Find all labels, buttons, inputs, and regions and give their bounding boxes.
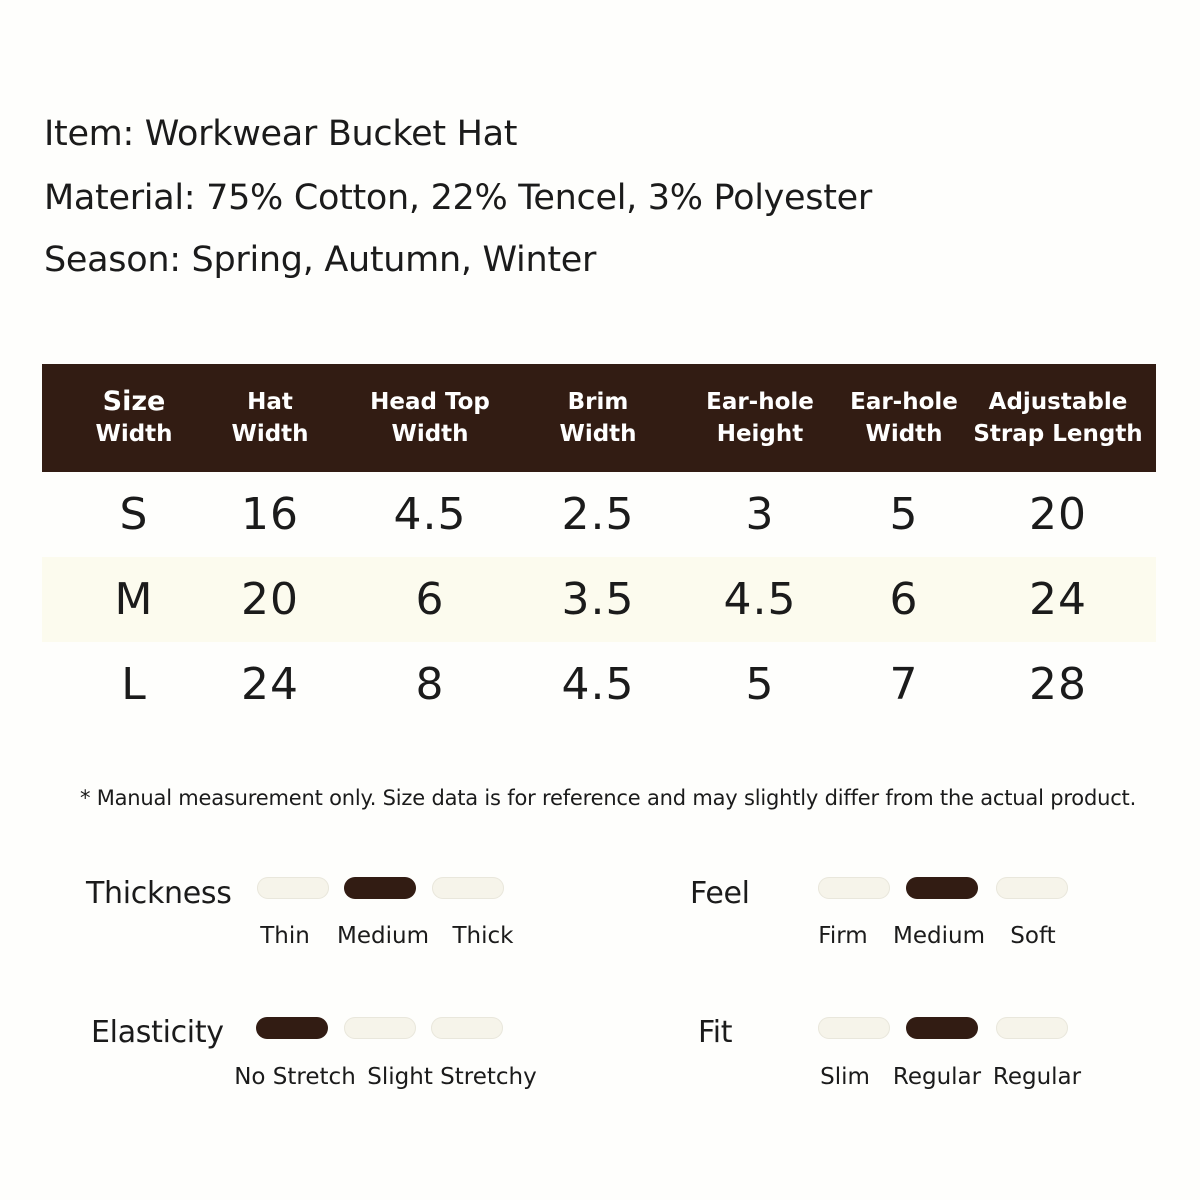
table-row [42,642,1156,727]
thickness-option-thin: Thin [260,923,310,949]
material-composition: Material: 75% Cotton, 22% Tencel, 3% Polyester [44,178,872,218]
feel-option-firm: Firm [818,923,868,949]
elasticity-option-no-stretch: No Stretch [234,1064,356,1090]
header-size-width: Size Width [95,386,173,447]
fit-option-regular: Regular [892,1064,982,1090]
table-cell: 24 [241,659,299,710]
thickness-option-medium: Medium [337,923,429,949]
fit-label: Fit [698,1015,733,1050]
fit-option-slim: Slim [820,1064,870,1090]
item-name: Item: Workwear Bucket Hat [44,114,518,154]
fit-pill-regular-2 [996,1017,1068,1039]
measurement-note: * Manual measurement only. Size data is for reference and may slightly differ from the actual product. [79,786,1137,810]
table-cell: 20 [1029,489,1087,540]
table-cell: 5 [889,489,919,540]
fit-option-regular-2: Regular [992,1064,1082,1090]
feel-option-soft: Soft [1010,923,1056,949]
table-cell: 6 [415,574,445,625]
table-cell: 8 [415,659,445,710]
feel-option-medium: Medium [893,923,985,949]
elasticity-option-slight-stretchy: Slight Stretchy [367,1064,537,1090]
table-cell: 4.5 [723,574,797,625]
table-cell: 3.5 [561,574,635,625]
fit-pill-regular [906,1017,978,1039]
season: Season: Spring, Autumn, Winter [44,240,597,280]
header-brim-width: Brim Width [559,389,637,447]
thickness-pill-medium [344,877,416,899]
elasticity-pill-stretchy [431,1017,503,1039]
table-cell: S [119,489,149,540]
table-cell: L [121,659,147,710]
table-cell: 3 [745,489,775,540]
header-adjustable-strap-length: Adjustable Strap Length [973,389,1143,447]
feel-label: Feel [690,876,750,911]
feel-pill-medium [906,877,978,899]
table-cell: 2.5 [561,489,635,540]
size-table [42,364,1156,727]
elasticity-label: Elasticity [91,1015,224,1050]
table-row [42,557,1156,642]
thickness-option-thick: Thick [452,923,514,949]
elasticity-pill-no-stretch [256,1017,328,1039]
table-header [42,364,1156,472]
feel-pill-soft [996,877,1068,899]
table-cell: 7 [889,659,919,710]
feel-pill-firm [818,877,890,899]
header-head-top-width: Head Top Width [370,389,490,447]
header-ear-hole-width: Ear-hole Width [850,389,958,447]
header-ear-hole-height: Ear-hole Height [706,389,814,447]
thickness-pill-thin [257,877,329,899]
fit-pill-slim [818,1017,890,1039]
thickness-label: Thickness [86,876,232,911]
table-cell: 5 [745,659,775,710]
elasticity-pill-slight [344,1017,416,1039]
table-cell: 4.5 [561,659,635,710]
table-cell: 4.5 [393,489,467,540]
table-cell: 16 [241,489,299,540]
table-cell: 28 [1029,659,1087,710]
table-cell: 24 [1029,574,1087,625]
table-row [42,472,1156,557]
header-hat-width: Hat Width [231,389,309,447]
table-cell: M [114,574,154,625]
thickness-pill-thick [432,877,504,899]
table-cell: 20 [241,574,299,625]
table-cell: 6 [889,574,919,625]
